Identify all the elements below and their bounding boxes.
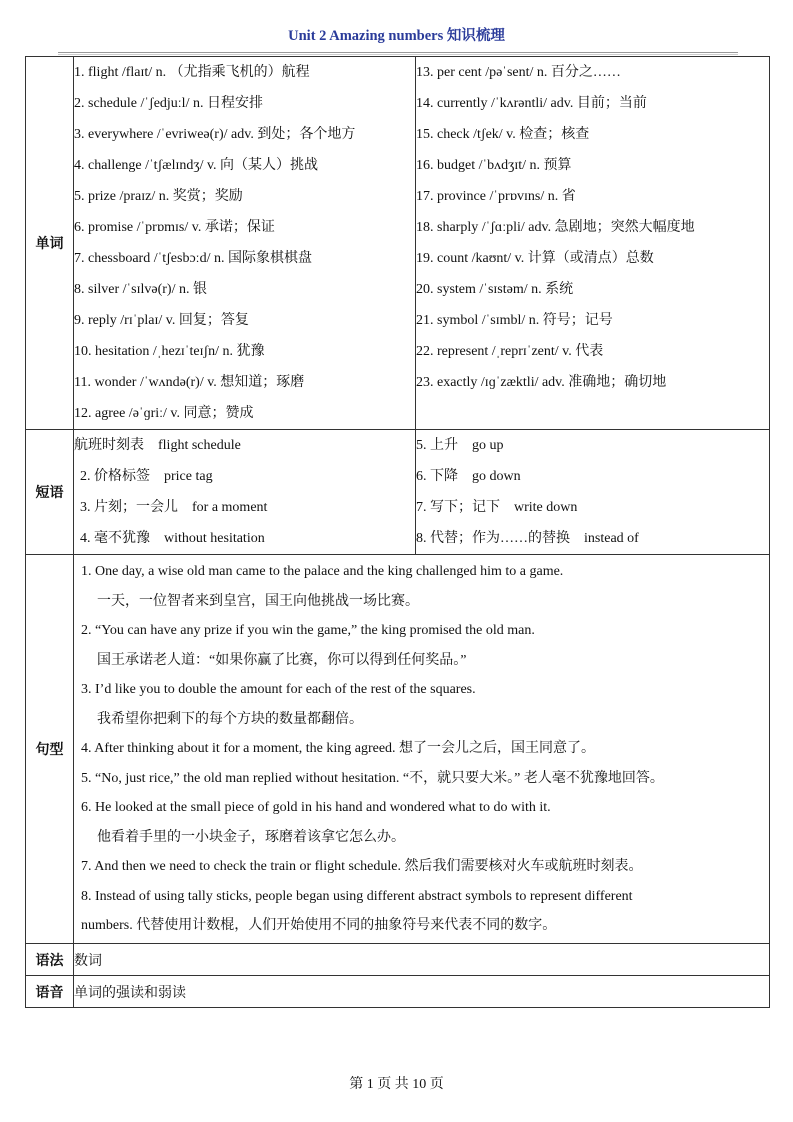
phrases-left-column — [74, 430, 416, 555]
word-entry: 6. promise /ˈprɒmɪs/ v. 承诺；保证 — [74, 220, 275, 235]
word-entry: 9. reply /rɪˈplaɪ/ v. 回复；答复 — [74, 313, 249, 328]
sentence-line: 2. “You can have any prize if you win the game,” the king promised the old man. — [81, 623, 535, 639]
word-entry: 21. symbol /ˈsɪmbl/ n. 符号；记号 — [416, 313, 613, 328]
phrases-right-column — [416, 430, 770, 555]
phrase-entry — [416, 430, 769, 461]
header-divider — [58, 52, 738, 53]
phrase-english: for a moment — [192, 500, 268, 515]
word-entry: 14. currently /ˈkʌrəntli/ adv. 目前；当前 — [416, 96, 647, 111]
phrase-entry — [74, 430, 415, 461]
sentence-line: 8. Instead of using tally sticks, people began using different abstract symbols to represent different — [81, 888, 633, 904]
word-entry: 3. everywhere /ˈevriweə(r)/ adv. 到处；各个地方 — [74, 127, 356, 142]
page-footer: 第 1 页 共 10 页 — [349, 1077, 444, 1092]
word-entry: 4. challenge /ˈtʃælɪndʒ/ v. 向（某人）挑战 — [74, 158, 319, 173]
phrase-english: write down — [514, 500, 578, 515]
sentence-line: numbers. 代替使用计数棍，人们开始使用不同的抽象符号来代表不同的数字。 — [81, 918, 557, 934]
word-entry: 17. province /ˈprɒvɪns/ n. 省 — [416, 189, 576, 204]
phrase-chinese: 8. 代替；作为……的替换 — [416, 531, 570, 546]
words-row — [26, 57, 770, 430]
pronunciation-label: 语音 — [26, 976, 74, 1008]
word-entry: 1. flight /flaɪt/ n. （尤指乘飞机的）航程 — [74, 65, 310, 80]
phrase-english: go up — [472, 438, 504, 453]
phrase-english: without hesitation — [164, 531, 265, 546]
sentence-line: 4. After thinking about it for a moment, the king agreed. 想了一会儿之后，国王同意了。 — [81, 741, 596, 757]
word-entry: 16. budget /ˈbʌdʒɪt/ n. 预算 — [416, 158, 572, 173]
sentence-line: 6. He looked at the small piece of gold in his hand and wondered what to do with it. — [81, 800, 551, 816]
word-entry: 7. chessboard /ˈtʃesbɔːd/ n. 国际象棋棋盘 — [74, 251, 312, 266]
grammar-content: 数词 — [74, 944, 770, 976]
sentence-line: 我希望你把剩下的每个方块的数量都翻倍。 — [97, 711, 363, 727]
grammar-row — [26, 944, 770, 976]
sentence-line: 7. And then we need to check the train or flight schedule. 然后我们需要核对火车或航班时刻表。 — [81, 859, 643, 875]
word-entry: 12. agree /əˈɡriː/ v. 同意；赞成 — [74, 406, 254, 421]
phrase-chinese: 4. 毫不犹豫 — [80, 531, 150, 546]
sentence-line: 5. “No, just rice,” the old man replied without hesitation. “不，就只要大米。” 老人毫不犹豫地回答。 — [81, 770, 664, 786]
sentence-line: 1. One day, a wise old man came to the palace and the king challenged him to a game. — [81, 564, 564, 580]
word-entry: 19. count /kaʊnt/ v. 计算（或清点）总数 — [416, 251, 654, 266]
word-entry: 23. exactly /ɪɡˈzæktli/ adv. 准确地；确切地 — [416, 375, 667, 390]
phrase-entry — [74, 492, 415, 523]
pronunciation-content: 单词的强读和弱读 — [74, 976, 770, 1008]
words-right-column — [416, 57, 770, 430]
grammar-label: 语法 — [26, 944, 74, 976]
word-entry: 8. silver /ˈsɪlvə(r)/ n. 银 — [74, 282, 207, 297]
word-entry: 2. schedule /ˈʃedjuːl/ n. 日程安排 — [74, 96, 263, 111]
word-entry: 15. check /tʃek/ v. 检查；核查 — [416, 127, 590, 142]
header-divider-secondary — [58, 54, 738, 55]
phrase-chinese: 航班时刻表 — [74, 438, 144, 453]
word-entry: 11. wonder /ˈwʌndə(r)/ v. 想知道；琢磨 — [74, 375, 305, 390]
phrase-entry — [74, 523, 415, 554]
page-title: Unit 2 Amazing numbers 知识梳理 — [288, 28, 505, 44]
word-entry: 20. system /ˈsɪstəm/ n. 系统 — [416, 282, 574, 297]
phrase-english: go down — [472, 469, 521, 484]
word-entry: 13. per cent /pəˈsent/ n. 百分之…… — [416, 65, 621, 80]
words-label: 单词 — [26, 57, 74, 430]
sentence-line: 3. I’d like you to double the amount for each of the rest of the squares. — [81, 682, 476, 698]
phrase-chinese: 3. 片刻；一会儿 — [80, 500, 178, 515]
phrase-english: price tag — [164, 469, 213, 484]
sentence-line: 国王承诺老人道：“如果你赢了比赛，你可以得到任何奖品。” — [97, 652, 467, 668]
sentence-line: 一天，一位智者来到皇宫，国王向他挑战一场比赛。 — [97, 593, 419, 609]
phrases-row — [26, 430, 770, 555]
phrase-entry — [416, 461, 769, 492]
phrase-entry — [74, 461, 415, 492]
phrase-chinese: 7. 写下；记下 — [416, 500, 500, 515]
word-entry: 22. represent /ˌreprɪˈzent/ v. 代表 — [416, 344, 604, 359]
phrase-entry — [416, 492, 769, 523]
pronunciation-row — [26, 976, 770, 1008]
phrase-chinese: 2. 价格标签 — [80, 469, 150, 484]
phrases-label: 短语 — [26, 430, 74, 555]
sentences-row — [26, 555, 770, 944]
words-left-column — [74, 57, 416, 430]
phrase-english: flight schedule — [158, 438, 241, 453]
sentences-label: 句型 — [26, 555, 74, 944]
word-entry: 10. hesitation /ˌhezɪˈteɪʃn/ n. 犹豫 — [74, 344, 265, 359]
sentences-column — [74, 555, 770, 944]
phrase-english: instead of — [584, 531, 639, 546]
knowledge-table — [25, 56, 770, 1008]
word-entry: 5. prize /praɪz/ n. 奖赏；奖励 — [74, 189, 243, 204]
sentence-line: 他看着手里的一小块金子，琢磨着该拿它怎么办。 — [97, 829, 405, 845]
word-entry: 18. sharply /ˈʃɑːpli/ adv. 急剧地；突然大幅度地 — [416, 220, 695, 235]
phrase-chinese: 5. 上升 — [416, 438, 458, 453]
phrase-entry — [416, 523, 769, 554]
phrase-chinese: 6. 下降 — [416, 469, 458, 484]
